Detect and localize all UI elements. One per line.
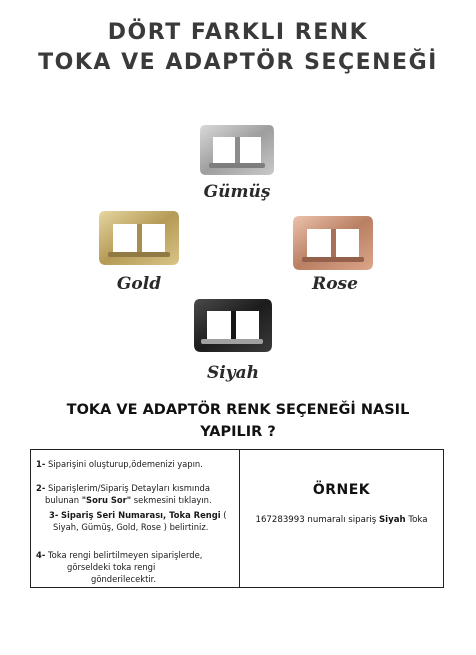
step-4-text-a: Toka rengi belirtilmeyen siparişlerde, <box>47 550 203 560</box>
step-3 <box>49 509 227 521</box>
step-4-text-b: görseldeki toka rengi <box>67 562 156 572</box>
step-3-number: 3- <box>49 510 59 520</box>
step-2-number: 2- <box>36 483 46 493</box>
buckle-label-gold: Gold <box>116 274 162 294</box>
buckle-label-black: Siyah <box>207 363 259 383</box>
step-3-text-a: ( <box>223 510 227 520</box>
step-4-line3 <box>91 573 156 585</box>
step-1-number: 1- <box>36 459 46 469</box>
step-1-text: Siparişini oluşturup,ödemenizi yapın. <box>47 459 203 469</box>
step-2-text-a: Siparişlerim/Sipariş Detayları kısmında <box>47 483 210 493</box>
buckle-label-silver: Gümüş <box>203 182 271 202</box>
step-2 <box>36 482 210 494</box>
step-1 <box>36 458 203 470</box>
step-4-text-c: gönderilecektir. <box>91 574 157 584</box>
howto-title-line2: YAPILIR ? <box>200 424 276 440</box>
step-3-text-b: Siyah, Gümüş, Gold, Rose ) belirtiniz. <box>53 522 209 532</box>
step-2-line2 <box>45 494 212 506</box>
step-2-bold: "Soru Sor" <box>81 495 132 505</box>
buckle-silver-image <box>197 119 277 181</box>
step-3-bold: Sipariş Seri Numarası, Toka Rengi <box>60 510 221 520</box>
buckle-gold-image <box>96 205 182 271</box>
step-3-line2 <box>53 521 208 533</box>
step-2-text-c: sekmesini tıklayın. <box>133 495 212 505</box>
example-text-a: 167283993 numaralı sipariş <box>255 515 377 525</box>
step-4 <box>36 549 202 561</box>
example-column <box>240 450 443 587</box>
page-title-line2: TOKA VE ADAPTÖR SEÇENEĞİ <box>38 50 438 75</box>
step-4-line2 <box>67 561 155 573</box>
steps-column <box>31 450 240 587</box>
step-2-text-b: bulunan <box>45 495 80 505</box>
page-title-line1: DÖRT FARKLI RENK <box>107 20 369 45</box>
example-text-bold: Siyah <box>378 515 406 525</box>
buckle-rose-image <box>290 210 376 276</box>
buckle-label-rose: Rose <box>312 274 358 294</box>
step-4-number: 4- <box>36 550 46 560</box>
example-text-b: Toka <box>408 515 428 525</box>
howto-title-line1: TOKA VE ADAPTÖR RENK SEÇENEĞİ NASIL <box>66 402 410 418</box>
buckle-black-image <box>191 294 275 358</box>
instructions-table <box>30 449 444 588</box>
example-title: ÖRNEK <box>312 482 371 498</box>
example-text <box>240 515 443 525</box>
